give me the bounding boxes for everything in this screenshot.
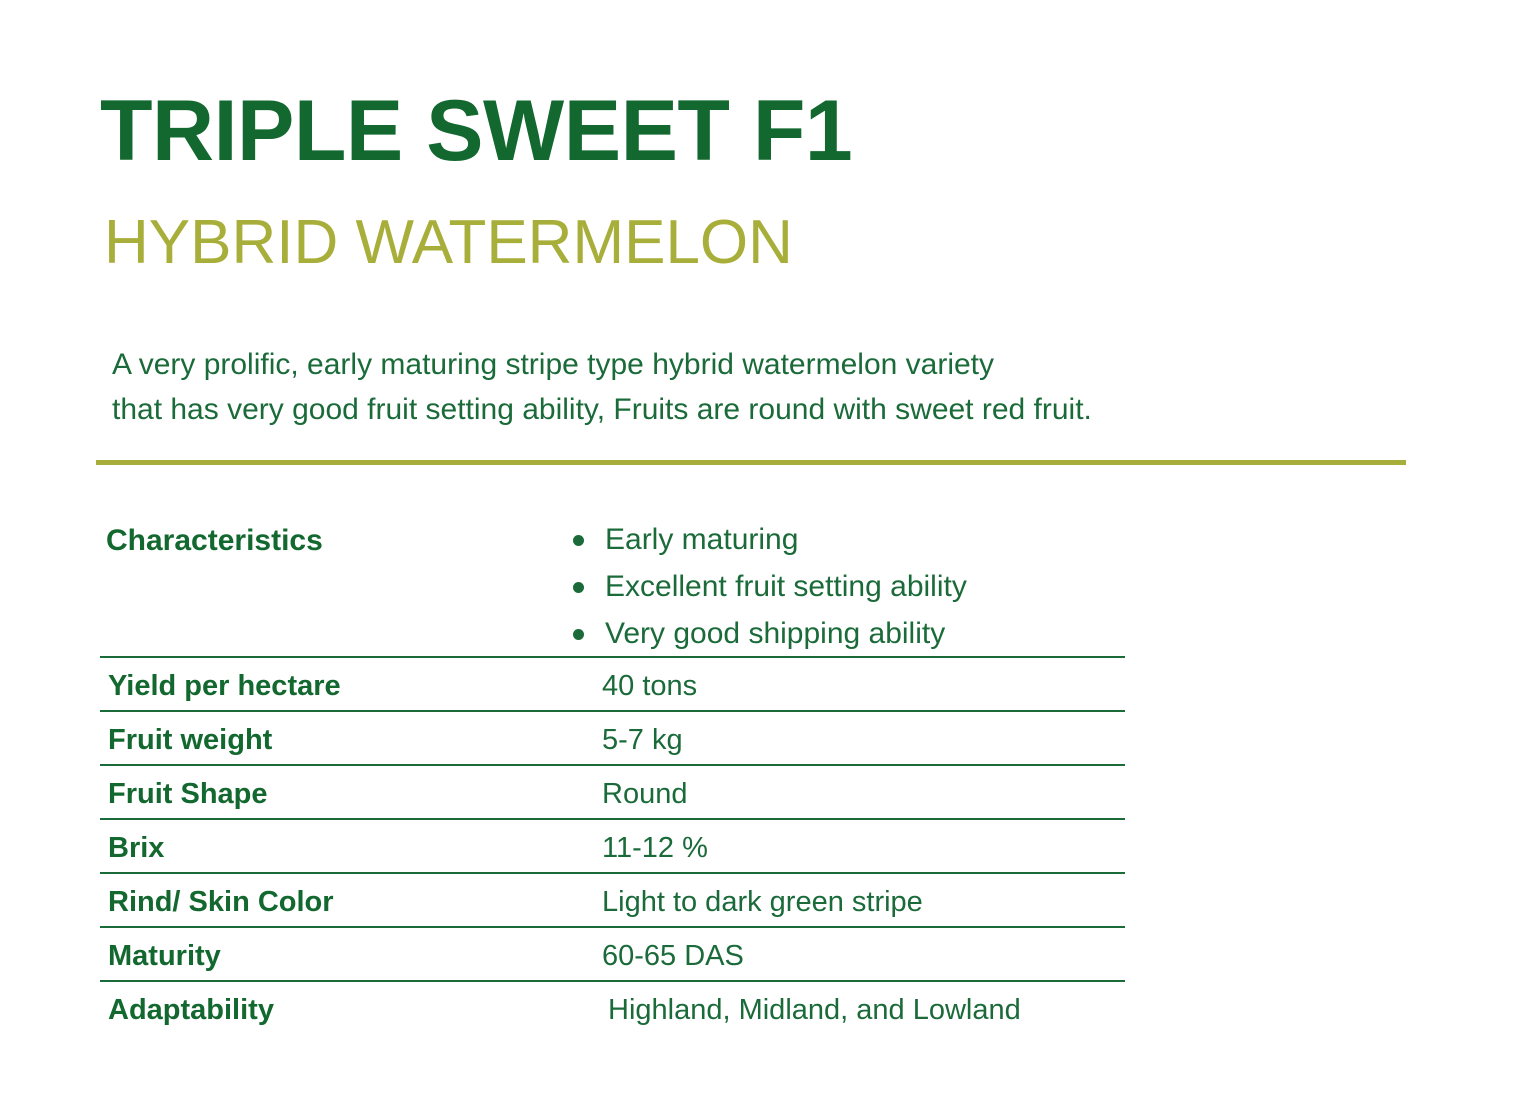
list-item xyxy=(565,569,967,605)
characteristics-label: Characteristics xyxy=(106,524,323,557)
bullet-icon xyxy=(573,535,584,546)
table-row xyxy=(100,926,1125,980)
spec-key: Rind/ Skin Color xyxy=(108,886,334,918)
table-row xyxy=(100,818,1125,872)
spec-value: 60-65 DAS xyxy=(602,940,744,972)
table-row xyxy=(100,764,1125,818)
list-item-label: Early maturing xyxy=(605,523,799,556)
spec-value: 11-12 % xyxy=(602,832,708,864)
list-item-label: Very good shipping ability xyxy=(605,617,946,650)
spec-key: Fruit Shape xyxy=(108,778,268,810)
intro-line-1: A very prolific, early maturing stripe type hybrid watermelon variety xyxy=(112,348,995,381)
table-row xyxy=(100,980,1125,1034)
intro-line-2: that has very good fruit setting ability, Fruits are round with sweet red fruit. xyxy=(112,393,1092,426)
specifications-table xyxy=(100,656,1125,1034)
spec-key: Fruit weight xyxy=(108,724,273,756)
spec-value: 40 tons xyxy=(602,670,698,702)
spec-value: 5-7 kg xyxy=(602,724,683,756)
list-item xyxy=(565,522,967,558)
table-row xyxy=(100,872,1125,926)
intro-paragraph xyxy=(112,342,1432,432)
spec-key: Maturity xyxy=(108,940,221,972)
spec-key: Brix xyxy=(108,832,165,864)
bullet-icon xyxy=(573,629,584,640)
spec-key: Adaptability xyxy=(108,994,274,1026)
table-row xyxy=(100,710,1125,764)
section-divider xyxy=(96,460,1406,465)
page-title: TRIPLE SWEET F1 xyxy=(100,83,853,179)
spec-value: Light to dark green stripe xyxy=(602,886,923,918)
characteristics-list xyxy=(565,522,967,663)
spec-value: Round xyxy=(602,778,688,810)
spec-value: Highland, Midland, and Lowland xyxy=(608,994,1021,1026)
bullet-icon xyxy=(573,582,584,593)
spec-key: Yield per hectare xyxy=(108,670,341,702)
list-item-label: Excellent fruit setting ability xyxy=(605,570,967,603)
table-row xyxy=(100,656,1125,710)
list-item xyxy=(565,616,967,652)
page-subtitle: HYBRID WATERMELON xyxy=(104,208,793,277)
